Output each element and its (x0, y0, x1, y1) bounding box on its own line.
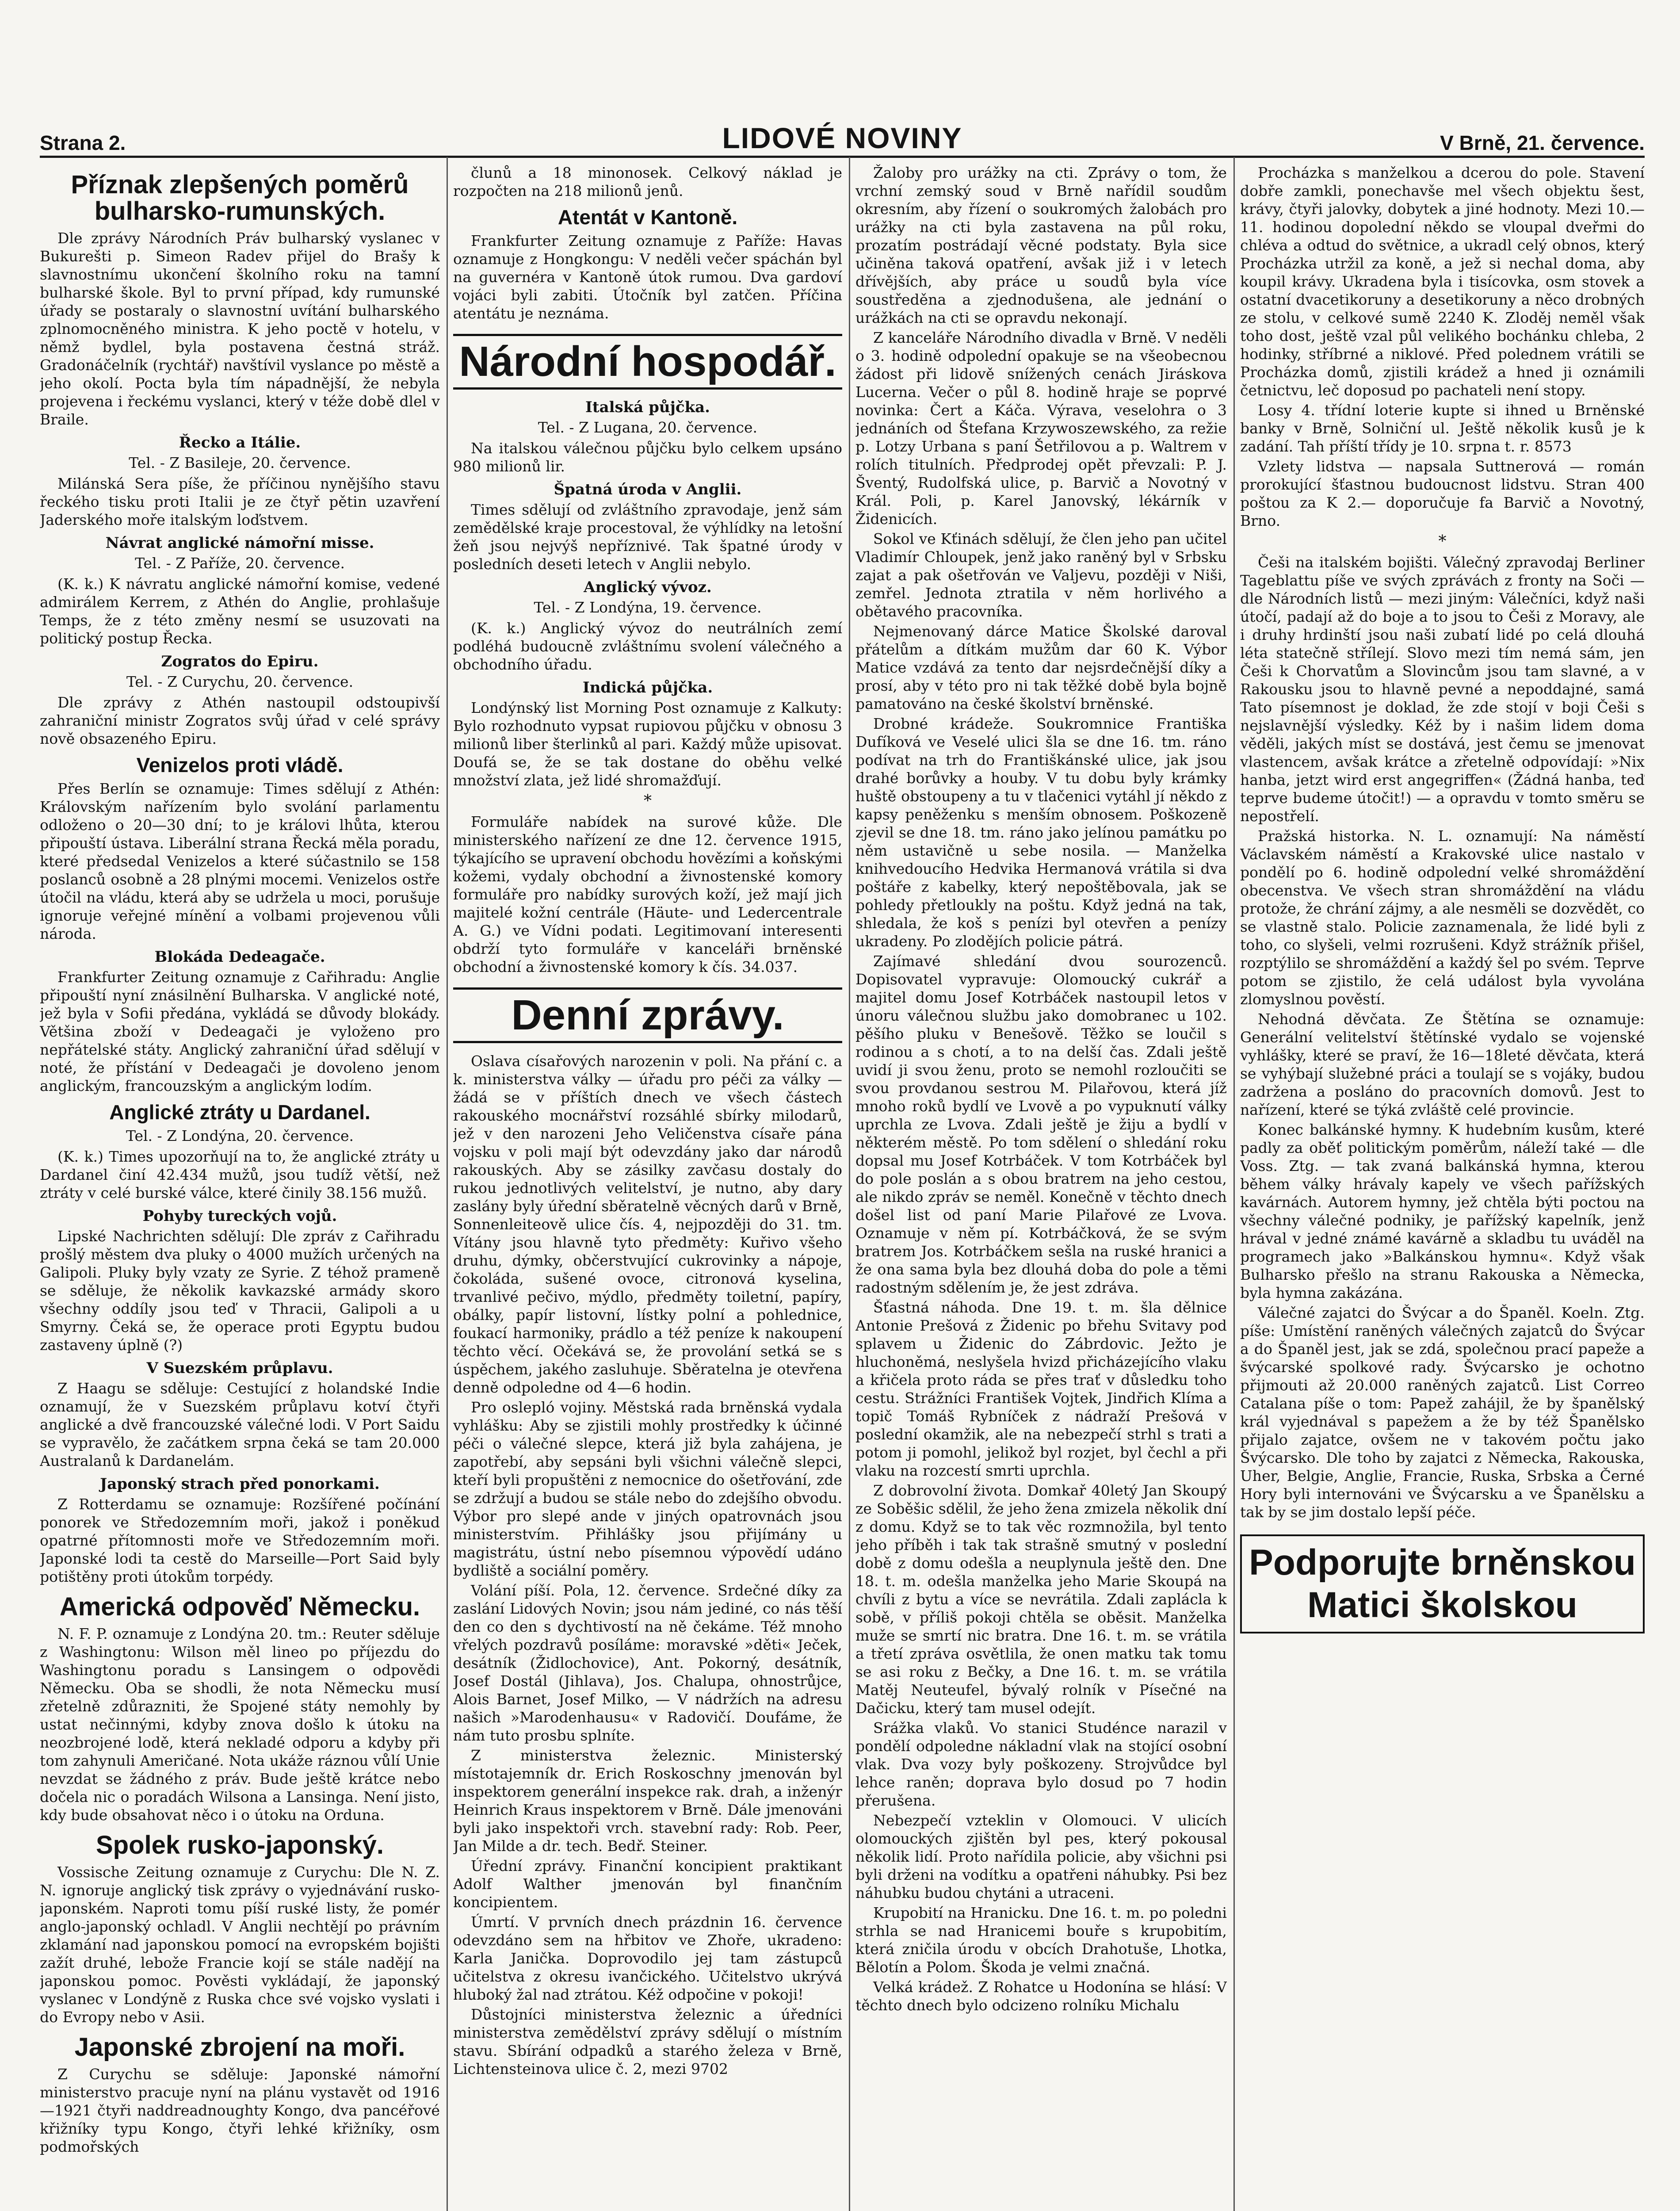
article-paragraph: (K. k.) Anglický vývoz do neutrálních zemí podléhá budoucně zvláštnímu svolení válečného a obchodního úřadu. (453, 620, 842, 673)
article-paragraph: člunů a 18 minonosek. Celkový náklad je rozpočten na 218 milionů jenů. (453, 164, 842, 199)
article-paragraph: Drobné krádeže. Soukromnice Františka Dufíková ve Veselé ulici šla se dne 16. tm. ráno podívat na trh do Františkánské ulice, jak jsou drahé borůvky a houby. V tu dobu byly krámky huště obstoupeny a tu v tlačenici vytáhl jí někdo z kapsy peněženku s menším obnosem. Poškozeně zjevil se dne 18. tm. ráno jako jelínou památku po něm ustavičně u sebe nosila. — Manželka knihvedoucího Hedvika Hermanová vrátila si dva poštáře z kabelky, který nepoštěbovala, jak se pohledy přetloukly na poštu. Když jedná na tak, shledala, že koš s penízi byl otevřen a penízy ukradeny. Po zlodějích policie pátrá. (855, 715, 1227, 950)
article-paragraph: (K. k.) Times upozorňují na to, že anglické ztráty u Dardanel činí 42.434 mužů, jsou tudíž větší, než ztráty v celé burské válce, které činily 38.156 mužů. (40, 1148, 440, 1201)
section-banner: Národní hospodář. (453, 334, 842, 390)
article-paragraph: Formuláře nabídek na surové kůže. Dle ministerského nařízení ze dne 12. července 1915, týkajícího se upravení obchodu hovězími a koňskými kožemi, vydaly obchodní a živnostenské komory formuláře pro nabídky surových koží, jež mají jich majitelé kožní centrále (Häute- und Ledercentrale A. G.) ve Vídni podati. Legitimovaní interesenti obdrží tyto formuláře v kanceláři brněnské obchodní a živnostenské komory k čís. 34.037. (453, 813, 842, 975)
article-paragraph: Úmrtí. V prvních dnech prázdnin 16. července odevzdáno sem na hřbitov ve Zhoře, ukradeno: Karla Janička. Doprovodilo jej tam zástupců učitelstva z okresu ivančického. Učitelstvo ukrývá hluboký žal nad ztrátou. Kéž odpočine v pokoji! (453, 1913, 842, 2003)
headline: Spolek rusko-japonský. (95, 1831, 384, 1859)
headline: Příznak zlepšených poměrů bulharsko-rumunských. (71, 170, 409, 226)
article-paragraph: Žaloby pro urážky na cti. Zprávy o tom, že vrchní zemský soud v Brně nařídil soudům okresním, aby řízení o soukromých žalobách pro urážky na cti byla zastavena na půl roku, prozatím postrádají věcné podstaty. Byla sice učiněna taková opatření, avšak již i v letech dřívějších, aby práce u soudů byla více soustředěna a zjednodušena, ale jednání o urážkách na cti se opravdu nekonají. (855, 164, 1227, 326)
article-paragraph: Nejmenovaný dárce Matice Školské daroval přátelům a dítkám mužům dar 60 K. Výbor Matice vzdává za tento dar nejsrdečnější díky a prosí, aby v této pro ni tak těžké době byla bojně pamatováno na české školství brněnské. (855, 623, 1227, 712)
subheadline: Japonský strach před ponorkami. (100, 1475, 380, 1493)
subheadline: Řecko a Itálie. (179, 434, 301, 451)
dateline: Tel. - Z Basileje, 20. července. (129, 454, 351, 471)
headline: Atentát v Kantoně. (557, 206, 738, 229)
article-paragraph: Procházka s manželkou a dcerou do pole. Stavení dobře zamkli, ponechavše mel všech objektu šest, krávy, čtyři jalovky, dobytek a jiné hodnoty. Mezi 10.—11. hodinou dopolední někdo se vloupal dveřmi do chléva a odtud do světnice, a ukradl celý obnos, který Procházka utržil za koně, a jež si nechal doma, aby koupil krávy. Ukradena byla i tisícovka, osm stovek a ostatní dvacetikoruny a desetikoruny a něco drobných ze stolu, v celkové sumě 2240 K. Zloděj neměl však toho dost, ještě vzal půl velikého bochánku chleba, 2 hodinky, stříbrné a niklové. Před polednem vrátili se Procházka domů, zjistili krádež a hned ji oznámili četnictvu, leč doposud po pachateli není stopy. (1240, 164, 1645, 399)
subheadline: Anglický vývoz. (584, 578, 712, 596)
subheadline: Zogratos do Epiru. (161, 653, 319, 670)
article-paragraph: Češi na italském bojišti. Válečný zpravodaj Berliner Tageblattu píše ve svých zprávách z fronty na Soči — dle Národních listů — mezi jiným: Válečníci, když naši útočí, padají až do boje a to jsou to Češi z Moravy, ale i druhy hrdinští jsou naši zubatí lidé po celá dlouhá léta statečně střílejí. Slovo mezi tím nemá sám, jen Češi k Chorvatům a Slovincům jsou tam slavné, a v Rakousku jsou to hlavně pevné a nepoddajné, samá Tato písemnost je doklad, že zde stojí v boji Češi s nejslavnější výsledky. Kéž by i našim lidem doma věděli, jakých míst se dostává, jest čemu se jmenovat vlastencem, avšak krátce a zřetelně odpovídají: »Nix hanba, jetzt wird erst angegriffen« (Žádná hanba, teď teprve budeme útočit!) — a opravdu v tomto směru se nepostřelí. (1240, 554, 1645, 825)
column-3 (855, 164, 1227, 2211)
article-paragraph: Na italskou válečnou půjčku bylo celkem upsáno 980 milionů lir. (453, 440, 842, 475)
subheadline: Blokáda Dedeagače. (154, 948, 325, 966)
article-paragraph: Nehodná děvčata. Ze Štětína se oznamuje: Generální velitelství štětínské vydalo se vojenské vyhlášky, které se praví, že 16—18leté děvčata, která se vyhýbají služebné práci a toulají se s vojáky, budou zadržena a posláno do pracovních domovů. Jest to nařízení, které se týká zvláště celé provincie. (1240, 1010, 1645, 1118)
subheadline: Návrat anglické námořní misse. (105, 534, 374, 552)
section-banner: Denní zprávy. (453, 987, 842, 1043)
column-divider (447, 157, 448, 2211)
article-paragraph: Z Curychu se sděluje: Japonské námořní ministerstvo pracuje nyní na plánu vystavět od 1916—1921 čtyři naddreadnoughty Kongo, dva pancéřové křižníky typu Kongo, čtyři lehké křižníky, osm podmořských (40, 2066, 440, 2155)
article-paragraph: Dle zprávy Národních Práv bulharský vyslanec v Bukurešti p. Simeon Radev přijel do Brašy k slavnostnímu ukončení školního roku na tamní bulharské škole. Byl to první případ, kdy rumunské úřady se postaraly o slavnostní uvítání bulharského zplnomocněného ministra. K jeho poctě v hotelu, v němž bydlel, byla postavena čestná stráž. Gradonáčelník (rychtář) navštívil vyslance po městě a jeho okolí. Pocta byla tím nápadnější, že nebyla projevena i řeckému vyslanci, který v téže době dlel v Braile. (40, 230, 440, 428)
article-paragraph: Times sdělují od zvláštního zpravodaje, jenž sám zemědělské kraje procestoval, že výhlídky na letošní žeň jsou nejvýš nepříznivé. Tak špatné úrody v posledních deseti letech v Anglii nebylo. (453, 501, 842, 573)
article-paragraph: Oslava císařových narozenin v poli. Na přání c. a k. ministerstva války — úřadu pro péči za války — žádá se v příštích dnech ve všech částech rakouského mocnářství rozsáhlé sbírky milodarů, jež v den narozeni Jeho Veličenstva císaře pána vojsku v poli mají být odevzdány jako dar národů rakouských. Aby se zásilky zavčasu dostaly do rukou jednotlivých velitelství, je nutno, aby dary zaslány byly úřední sběratelně věcných darů v Brně, Sonnenleiteově ulice čís. 4, nejpozději do 31. tm. Vítány jsou hlavně tyto předměty: Kuřivo všeho druhu, dýmky, občerstvující cukrovinky a nápoje, čokoláda, sušené ovoce, citronová kyselina, trvanlivé pečivo, mýdlo, předměty toiletní, papíry, obálky, papír listovní, lístky polní a pohlednice, foukací harmoniky, prádlo a též peníze k nakoupení těchto věcí. Očekává se, že provolání setká se s úspěchem, jakého zasluhuje. Sběratelna je otevřena denně odpoledne od 4—6 hodin. (453, 1052, 842, 1396)
column-divider (1233, 157, 1235, 2211)
dateline: Tel. - Z Paříže, 20. července. (135, 555, 345, 572)
masthead-rule (40, 156, 1645, 158)
newspaper-title: LIDOVÉ NOVINY (722, 122, 962, 154)
subheadline: Italská půjčka. (585, 398, 710, 416)
article-paragraph: Z Rotterdamu se oznamuje: Rozšířené počínání ponorek ve Středozemním moři, jakož i poněkud opatrné přítomnosti moře ve Středozemním moři. Japonské lodi ta cestě do Marseille—Port Said byly potištěny proti útokům torpédy. (40, 1496, 440, 1585)
dateline: Tel. - Z Lugana, 20. července. (538, 419, 758, 436)
masthead (40, 124, 1645, 155)
issue-date: V Brně, 21. července. (1440, 131, 1645, 154)
article-paragraph: Lipské Nachrichten sdělují: Dle zpráv z Cařihradu prošlý městem dva pluky o 4000 mužích určených na Galipoli. Pluky byly vzaty ze Syrie. Z téhož prameně se sděluje, že několik kavkazské armády skoro všechny oddíly jsou teď v Thracii, Galipoli a u Smyrny. Čeká se, že operace proti Egyptu budou zastaveny úplně (?) (40, 1228, 440, 1354)
subheadline: Špatná úroda v Anglii. (554, 481, 742, 498)
article-paragraph: Losy 4. třídní loterie kupte si ihned u Brněnské banky v Brně, Solniční ul. Ještě několik kusů je k zadání. Tah příští třídy je 10. srpna t. r. 8573 (1240, 402, 1645, 455)
article-paragraph: Šťastná náhoda. Dne 19. t. m. šla dělnice Antonie Prešová z Židenic po břehu Svitavy pod splavem u Židenic do Zábrdovic. Ježto je hluchoněmá, neslyšela hvizd přicházejícího vlaku a křičela proto ráda se přes trať v důsledku toho cestu. Strážníci František Vojtek, Jindřich Klíma a topič Tomáš Rybníček z nádraží Prešová v poslední okamžik, ale na nebezpečí strhl s trati a potom ji pomohl, jelikož byl rozjet, byl čechl a při vlaku na rozcestí smrti uprchla. (855, 1299, 1227, 1479)
article-paragraph: Pražská historka. N. L. oznamují: Na náměstí Václavském náměstí a Krakovské ulice nastalo v pondělí po 6. hodině odpolední velké shromáždění obecenstva. Ve všech stran shromáždění na vládu protože, že chrání zájmy, a ale nesměli se dozvědět, co se vlastně stalo. Policie zaznamenala, že lidé byli z toho, co slyšeli, velmi rozrušeni. Když strážník přišel, rozptýlilo se shromáždění a každý šel po svém. Teprve potom se zjistilo, že celá událost byla vyvolána zlomyslnou pověstí. (1240, 827, 1645, 1008)
article-paragraph: Nebezpečí vzteklin v Olomouci. V ulicích olomouckých zjištěn byl pes, který pokousal několik lidí. Proto nařídila policie, aby všichni psi byli drženi na vodítku a opatřeni náhubky. Psi bez náhubku budou chytáni a utraceni. (855, 1812, 1227, 1901)
article-paragraph: Frankfurter Zeitung oznamuje z Paříže: Havas oznamuje z Hongkongu: V neděli večer spáchán byl na guvernéra v Kantoně útok rumou. Dva gardoví vojáci byli zabiti. Útočník byl zatčen. Příčina atentátu je neznáma. (453, 232, 842, 322)
article-paragraph: Úřední zprávy. Finanční koncipient praktikant Adolf Walther jmenován byl finančním koncipientem. (453, 1857, 842, 1911)
article-paragraph: Londýnský list Morning Post oznamuje z Kalkuty: Bylo rozhodnuto vypsat rupiovou půjčku v obnosu 3 milionů liber šterlinků al pari. Každý může upisovat. Doufá se, že se tak dostane do oběhu velké množství zlata, jež lidé shromažďují. (453, 699, 842, 789)
article-paragraph: Z kanceláře Národního divadla v Brně. V neděli o 3. hodině odpolední opakuje se na všeobecnou žádost při lidově snížených cenách Jiráskova Lucerna. Večer o půl 8. hodině hraje se poprvé novinka: Čert a Káča. Výrava, veselohra o 3 jednáních od Štefana Krzywoszewského, za režie p. Lotzy Urbana s paní Šetřilovou a p. Waltrem v rolích titulních. Předprodej opět převzali: P. J. Šventý, Rudolfská ulice, p. Barvič a Novotný v Král. Poli, p. Karel Janovský, lékárník v Židenicích. (855, 329, 1227, 528)
article-paragraph: Z dobrovolní života. Domkař 40letý Jan Skoupý ze Soběšic sdělil, že jeho žena zmizela několik dní z domu. Když se to tak věc rozmnožila, byl tento jeho příběh i tak tak strašně smutný v poslední době z domu odešla a neuplynula ještě den. Dne 18. t. m. odešla manželka jeho Marie Skoupá na chvíli z bytu a více se nevrátila. Zdali zaplácla k sobě, v příliš pokoji chtěla se oběsit. Manželka muže se smrtí nic bratra. Dne 16. t. m. se vrátila a třetí zpráva osvětlila, že onen matku tak tomu se asi roku z Bečky, a Dne 16. t. m. se vrátila Matěj Neuteufel, bývalý rolník v Písečné na Dačicku, který tam musel odejít. (855, 1482, 1227, 1717)
article-paragraph: Sokol ve Kťinách sdělují, že člen jeho pan učitel Vladimír Chloupek, jenž jako raněný byl v Srbsku zajat a pak ošetřován ve Valjevu, později v Niši, zemřel. Jednota ztratila v něm horlivého a obětavého pracovníka. (855, 530, 1227, 620)
subheadline: Pohyby tureckých vojů. (142, 1207, 337, 1225)
article-paragraph: Volání píší. Pola, 12. července. Srdečné díky za zaslání Lidových Novin; jsou nám jediné, co nás těší den co den s dychtivostí na ně čekáme. Též mnoho vřelých pozdravů posíláme: moravské »děti« Ječek, desátník (Židlochovice), Ant. Pokorný, desátník, Josef Dostál (Jihlava), Jos. Chalupa, ohnostrůjce, Alois Barnet, Josef Milko, — V nádržích na adresu našich »Marodenhausu« v Radovičí. Doufáme, že nám tuto prosbu splníte. (453, 1582, 842, 1744)
article-paragraph: Frankfurter Zeitung oznamuje z Cařihradu: Anglie připouští nyní znásilnění Bulharska. V anglické noté, jež byla v Sofii předána, vykládá se důvody blokády. Většina zboží v Dedeagači je vyloženo pro nepřátelské státy. Anglický zahraniční úřad sdělují v noté, že přístání v Dedeagači je dovoleno jenom anglickým, francouzským a anglickým lodím. (40, 968, 440, 1094)
headline: Venizelos proti vládě. (136, 754, 344, 777)
article-paragraph: N. F. P. oznamuje z Londýna 20. tm.: Reuter sděluje z Washingtonu: Wilson měl lineo po příjezdu do Washingtonu poradu s Lansingem o odpovědi Německu. Oba se shodli, že nota Německu musí zřetelně zdůrazniti, že Spojené státy nemohly by ustat nečinnými, kdyby znova došlo k útoku na neozbrojené lodě, která nekladé odporu a kdyby při tom zahynuli Američané. Nota ukáže ráznou vůlí Unie nevzdat se žádného z práv. Bude ještě krátce nebo dočela nic o poradách Wilsona a Lansinga. Není jisto, kdy bude obsahovat něco i o útoku na Orduna. (40, 1625, 440, 1824)
article-paragraph: Z ministerstva železnic. Ministerský místotajemník dr. Erich Roskoschny jmenován byl inspektorem generální inspekce rak. drah, a inženýr Heinrich Kraus inspektorem v Brně. Dále jmenováni byli jako inspektoři vrch. stavební rady: Rob. Peer, Jan Milde a dr. tech. Bedř. Steiner. (453, 1747, 842, 1855)
headline: Anglické ztráty u Dardanel. (109, 1101, 370, 1124)
subheadline: V Suezském průplavu. (146, 1359, 333, 1377)
column-1 (40, 164, 440, 2211)
article-paragraph: Konec balkánské hymny. K hudebním kusům, které padly za oběť politickým poměrům, náleží také — dle Voss. Ztg. — tak zvaná balkánská hymna, kterou během války hrávaly kapely ve všech pařížských kavárnách. Autorem hymny, jež chtěla býti poctou na všechny válečné podniky, je pařížský kapelník, jenž hrával v jedné známé kavárně a skladbu tu uváděl na programech jako »Balkánskou hymnu«. Když však Bulharsko přešlo na stranu Rakouska a Německa, byla hymna zakázána. (1240, 1121, 1645, 1301)
dateline: Tel. - Z Curychu, 20. července. (126, 673, 354, 690)
article-paragraph: Z Haagu se sděluje: Cestující z holandské Indie oznamují, že v Suezském průplavu kotví čtyři anglické a dvě francouzské válečné lodi. V Port Saidu se vypravělo, že začátkem srpna čeká se tam 20.000 Australanů k Dardanelám. (40, 1380, 440, 1469)
headline: Americká odpověď Německu. (59, 1592, 420, 1621)
separator-star: * (1438, 532, 1447, 551)
separator-star: * (644, 792, 652, 810)
subheadline: Indická půjčka. (582, 679, 713, 696)
advertisement-box: Podporujte brněnskou Matici školskou (1240, 1534, 1645, 1633)
article-paragraph: Vzlety lidstva — napsala Suttnerová — román prorokující šťastnou budoucnost lidstvu. Stran 400 poštou za K 2.— doporučuje fa Barvič a Novotný, Brno. (1240, 458, 1645, 529)
article-paragraph: Pro oslepló vojiny. Městská rada brněnská vydala vyhlášku: Aby se zjistili mohly prostředky k účinné péči o válečné slepce, která již byla zahájena, je zapotřebí, aby sepsáni byli všichni válečně slepci, kteří byli propuštěni z nemocnice do ošetřování, zde se zdržují a budou se stále nebo do zdejšího obvodu. Výbor pro slepé ande v jiných opatrovnách jsou ministerstvím. Přihlášky jsou přijímány u magistrátu, ústní nebo písemnou výpovědí udáno bydliště a sociální poměry. (453, 1399, 842, 1579)
article-paragraph: Důstojníci ministerstva železnic a úředníci ministerstva zemědělství zprávy sdělují o místním stavu. Sbírání odpadků a starého železa v Brně, Lichtensteinova ulice č. 2, mezi 9702 (453, 2006, 842, 2077)
article-paragraph: Vossische Zeitung oznamuje z Curychu: Dle N. Z. N. ignoruje anglický tisk zprávy o vyjednávání rusko-japonském. Naproti tomu píší ruské listy, že pomér anglo-japonský ochladl. V Anglii nechtějí po právním zklamání nad japonskou pomocí na evropském bojišti zažít druhé, lebože Francie kojí se stále nadějí na japonskou pomoc. Pověsti vykládají, že japonský vyslanec v Londýně z Ruska chce své vojsko vyslati i do Evropy nebo v Asii. (40, 1863, 440, 2026)
article-paragraph: Válečné zajatci do Švýcar a do Španěl. Koeln. Ztg. píše: Umístění raněných válečných zajatců do Švýcar a do Španěl jest, jak se zdá, společnou prací papeže a švýcarské spolkové rady. Švýcarsko je ochotno přijmouti až 20.000 raněných zajatců. List Correo Catalana píše o tom: Papež zahájil, že by španělský král vyjednával s papežem a že by též Španělsko přijalo zajatce, ovšem ne v takovém počtu jako Švýcarsko. Dle toho by zajatci z Německa, Rakouska, Uher, Belgie, Anglie, Francie, Ruska, Srbska a Černé Hory byli internováni ve Švýcarsku a ve Španělsku a tak by se jim dostalo lepší péče. (1240, 1304, 1645, 1521)
article-paragraph: (K. k.) K návratu anglické námořní komise, vedené admirálem Kerrem, z Athén do Anglie, prohlašuje Temps, že z této změny nesmí se usuzovati na politický postup Řecka. (40, 575, 440, 647)
column-divider (849, 157, 850, 2211)
article-paragraph: Zajímavé shledání dvou sourozenců. Dopisovatel vypravuje: Olomoucký cukrář a majitel domu Josef Kotrbáček nastoupil letos v únoru válečnou službu jako domobranec u 102. pěšího pluku v Benešově. Těžko se loučil s rodinou a s chotí, a to na delší čas. Zdali ještě uvidí ji svou ženu, proto se nemohl rozloučiti se svou provdanou sestrou M. Pilařovou, která jíž mnoho roků bydlí ve Lvově a po vypuknutí války uprchla ze Lvova. Zdali ještě je žiju a bydlí v některém městě. Po tom sdělení o shledání roku dopsal mu Josef Kotrbáček. V tom Kotrbáček byl do pole poslán a s obou bratrem na jeho cestou, ale nikdo zpráv se neměl. Konečně v těchto dnech došel list od paní Marie Pilařové ze Lvova. Oznamuje v něm pí. Kotrbáčková, že se svým bratrem Jos. Kotrbáčkem sešla na ruské hranici a že ona sama byla bez dlouhá doba do pole a těmi radostným sdělením je, že jest zdráva. (855, 952, 1227, 1296)
article-paragraph: Krupobití na Hranicku. Dne 16. t. m. po poledni strhla se nad Hranicemi bouře s krupobitím, která zničila úrodu v obcích Drahotuše, Lhotka, Bělotín a Polom. Škoda je velmi značná. (855, 1904, 1227, 1976)
column-4 (1240, 164, 1645, 2211)
dateline: Tel. - Z Londýna, 20. července. (126, 1127, 354, 1144)
dateline: Tel. - Z Londýna, 19. července. (534, 599, 762, 616)
column-2 (453, 164, 842, 2211)
article-paragraph: Dle zprávy z Athén nastoupil odstoupivší zahraniční ministr Zogratos svůj úřad v celé správy nově obsazeného Epiru. (40, 694, 440, 747)
article-paragraph: Milánská Sera píše, že příčinou nynějšího stavu řeckého tisku proti Italii je ze čtyř pětin uzavření Jaderského moře italským loďstvem. (40, 475, 440, 528)
page-number: Strana 2. (40, 131, 126, 154)
article-paragraph: Přes Berlín se oznamuje: Times sdělují z Athén: Královským nařízením bylo svolání parlamentu odloženo o 20—30 dní; to je královi lhůta, kterou připouští ústava. Liberální strana Řecká měla poradu, které předsedal Venizelos a které súčastnilo se 158 poslanců osobně a 28 plnými mocemi. Venizelos ostře útočil na vládu, která aby se udržela u moci, porušuje ignoruje veřejné mínění a volbami projevenou vůli národa. (40, 780, 440, 942)
article-paragraph: Velká krádež. Z Rohatce u Hodonína se hlásí: V těchto dnech bylo odcizeno rolníku Michalu (855, 1978, 1227, 2014)
headline: Japonské zbrojení na moři. (74, 2033, 405, 2062)
article-paragraph: Srážka vlaků. Vo stanici Studénce narazil v pondělí odpoledne nákladní vlak na stojící osobní vlak. Dva vozy byly poškozeny. Strojvůdce byl lehce raněn; doprava bylo dosud po 7 hodin přerušena. (855, 1719, 1227, 1809)
